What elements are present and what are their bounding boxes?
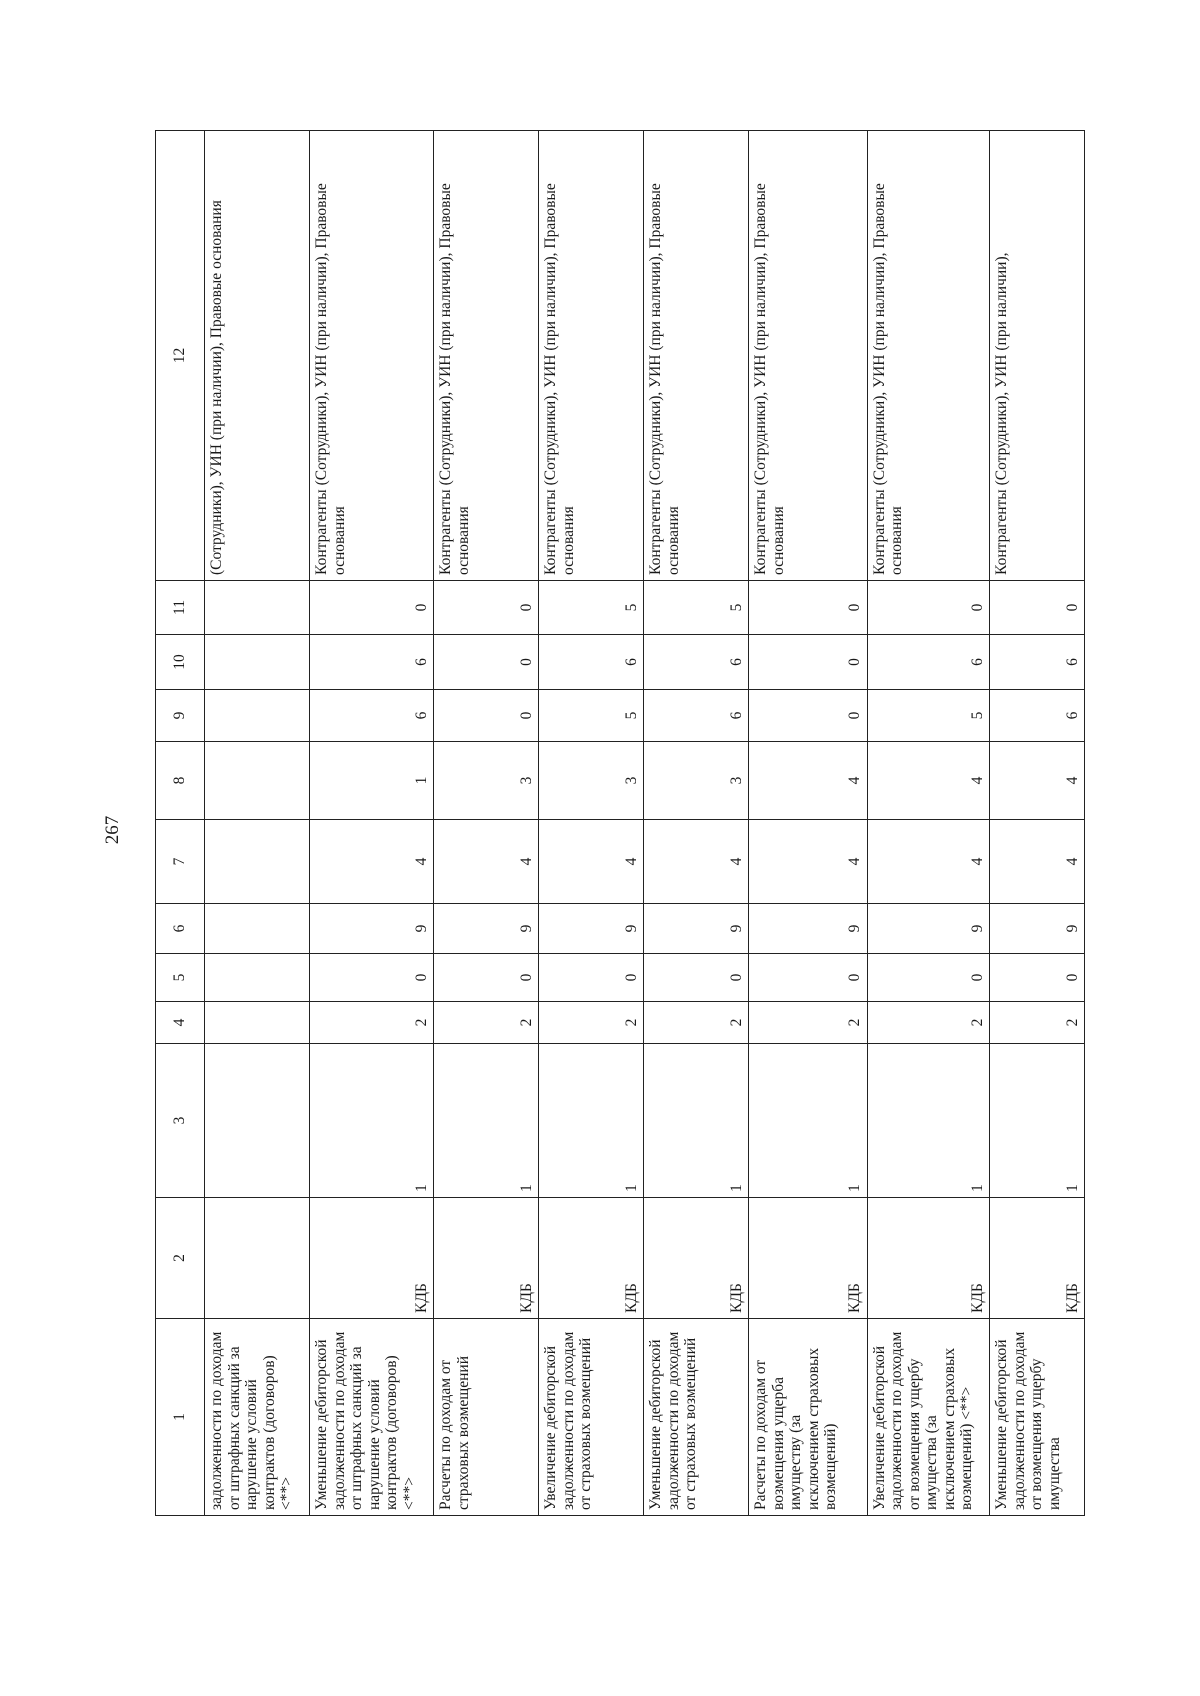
row-digit	[205, 820, 310, 904]
row-digit: 2	[749, 1002, 867, 1044]
row-digit	[205, 635, 310, 690]
row-col3: 1	[310, 1044, 434, 1198]
row-attributes: Контрагенты (Сотрудники), УИН (при наличии), Правовые основания	[749, 131, 867, 581]
row-digit: 9	[434, 904, 539, 954]
row-digit	[205, 1002, 310, 1044]
row-digit: 4	[867, 820, 989, 904]
row-digit: 2	[867, 1002, 989, 1044]
row-digit: 4	[539, 820, 644, 904]
column-header: 9	[156, 690, 205, 742]
row-digit: 0	[749, 635, 867, 690]
column-header: 11	[156, 581, 205, 635]
row-name: задолженности по доходам от штрафных санкций за нарушение условий контрактов (договоров) <**>	[205, 1319, 310, 1516]
row-digit: 0	[539, 954, 644, 1002]
row-attributes: Контрагенты (Сотрудники), УИН (при наличии), Правовые основания	[644, 131, 749, 581]
row-attributes: Контрагенты (Сотрудники), УИН (при наличии),	[990, 131, 1085, 581]
row-digit: 4	[310, 820, 434, 904]
row-digit: 0	[749, 954, 867, 1002]
row-digit: 6	[310, 635, 434, 690]
row-digit: 0	[434, 635, 539, 690]
column-header: 4	[156, 1002, 205, 1044]
row-digit: 1	[310, 742, 434, 820]
row-attributes: Контрагенты (Сотрудники), УИН (при наличии), Правовые основания	[434, 131, 539, 581]
row-digit: 5	[539, 581, 644, 635]
row-code: КДБ	[644, 1198, 749, 1319]
table-row	[867, 131, 989, 1516]
row-digit: 9	[310, 904, 434, 954]
row-digit: 3	[539, 742, 644, 820]
row-digit	[205, 904, 310, 954]
row-name: Увеличение дебиторской задолженности по доходам от возмещения ущербу имущества (за исключением страховых возмещений) <**>	[867, 1319, 989, 1516]
row-digit: 5	[644, 581, 749, 635]
row-digit: 6	[867, 635, 989, 690]
row-col3: 1	[539, 1044, 644, 1198]
row-name: Расчеты по доходам от страховых возмещений	[434, 1319, 539, 1516]
column-header: 7	[156, 820, 205, 904]
row-digit: 2	[310, 1002, 434, 1044]
column-header: 5	[156, 954, 205, 1002]
row-digit: 2	[434, 1002, 539, 1044]
row-col3: 1	[749, 1044, 867, 1198]
table-row	[990, 131, 1085, 1516]
table-body	[205, 131, 1085, 1516]
row-digit: 6	[990, 690, 1085, 742]
register-table	[155, 130, 1085, 1516]
row-digit: 0	[990, 581, 1085, 635]
row-digit: 4	[749, 820, 867, 904]
row-name: Уменьшение дебиторской задолженности по доходам от страховых возмещений	[644, 1319, 749, 1516]
row-digit: 0	[867, 581, 989, 635]
row-digit: 4	[434, 820, 539, 904]
table-row	[434, 131, 539, 1516]
column-header: 1	[156, 1319, 205, 1516]
row-digit: 0	[867, 954, 989, 1002]
row-digit: 0	[644, 954, 749, 1002]
row-digit: 4	[644, 820, 749, 904]
row-digit: 2	[539, 1002, 644, 1044]
row-digit: 4	[990, 820, 1085, 904]
row-digit: 6	[644, 635, 749, 690]
row-col3: 1	[867, 1044, 989, 1198]
row-digit: 0	[749, 690, 867, 742]
row-attributes: (Сотрудники), УИН (при наличии), Правовые основания	[205, 131, 310, 581]
row-digit: 0	[434, 954, 539, 1002]
row-digit: 6	[990, 635, 1085, 690]
row-digit: 2	[644, 1002, 749, 1044]
row-code: КДБ	[434, 1198, 539, 1319]
row-digit: 9	[539, 904, 644, 954]
row-name: Уменьшение дебиторской задолженности по доходам от возмещения ущербу имущества	[990, 1319, 1085, 1516]
register-table-rotated	[155, 131, 1085, 1516]
row-attributes: Контрагенты (Сотрудники), УИН (при наличии), Правовые основания	[867, 131, 989, 581]
row-digit: 9	[749, 904, 867, 954]
row-attributes: Контрагенты (Сотрудники), УИН (при наличии), Правовые основания	[310, 131, 434, 581]
row-digit: 2	[990, 1002, 1085, 1044]
row-digit: 9	[867, 904, 989, 954]
table-row	[644, 131, 749, 1516]
row-digit: 0	[310, 954, 434, 1002]
column-header: 6	[156, 904, 205, 954]
row-name: Расчеты по доходам от возмещения ущерба имуществу (за исключением страховых возмещений)	[749, 1319, 867, 1516]
column-header: 8	[156, 742, 205, 820]
row-digit: 4	[749, 742, 867, 820]
column-header: 12	[156, 131, 205, 581]
column-header: 3	[156, 1044, 205, 1198]
row-code	[205, 1198, 310, 1319]
row-col3: 1	[990, 1044, 1085, 1198]
row-name: Уменьшение дебиторской задолженности по доходам от штрафных санкций за нарушение условий контрактов (договоров) <**>	[310, 1319, 434, 1516]
row-col3: 1	[434, 1044, 539, 1198]
row-code: КДБ	[749, 1198, 867, 1319]
row-digit: 6	[644, 690, 749, 742]
row-digit: 0	[310, 581, 434, 635]
row-col3	[205, 1044, 310, 1198]
row-digit: 9	[644, 904, 749, 954]
row-code: КДБ	[310, 1198, 434, 1319]
row-digit	[205, 581, 310, 635]
table-row	[205, 131, 310, 1516]
row-code: КДБ	[867, 1198, 989, 1319]
row-digit: 0	[990, 954, 1085, 1002]
row-digit: 0	[434, 581, 539, 635]
row-digit: 4	[990, 742, 1085, 820]
table-row	[310, 131, 434, 1516]
column-header: 10	[156, 635, 205, 690]
header-row	[156, 131, 205, 1516]
column-header: 2	[156, 1198, 205, 1319]
row-digit: 0	[749, 581, 867, 635]
page-number: 267	[102, 815, 123, 845]
row-digit: 5	[539, 690, 644, 742]
row-digit	[205, 954, 310, 1002]
row-digit: 4	[867, 742, 989, 820]
row-digit: 3	[644, 742, 749, 820]
row-attributes: Контрагенты (Сотрудники), УИН (при наличии), Правовые основания	[539, 131, 644, 581]
row-digit: 0	[434, 690, 539, 742]
row-digit: 6	[539, 635, 644, 690]
row-name: Увеличение дебиторской задолженности по доходам от страховых возмещений	[539, 1319, 644, 1516]
row-digit	[205, 690, 310, 742]
row-code: КДБ	[990, 1198, 1085, 1319]
row-digit: 6	[310, 690, 434, 742]
row-digit: 3	[434, 742, 539, 820]
table-row	[749, 131, 867, 1516]
row-code: КДБ	[539, 1198, 644, 1319]
table-row	[539, 131, 644, 1516]
row-col3: 1	[644, 1044, 749, 1198]
row-digit: 9	[990, 904, 1085, 954]
row-digit: 5	[867, 690, 989, 742]
row-digit	[205, 742, 310, 820]
